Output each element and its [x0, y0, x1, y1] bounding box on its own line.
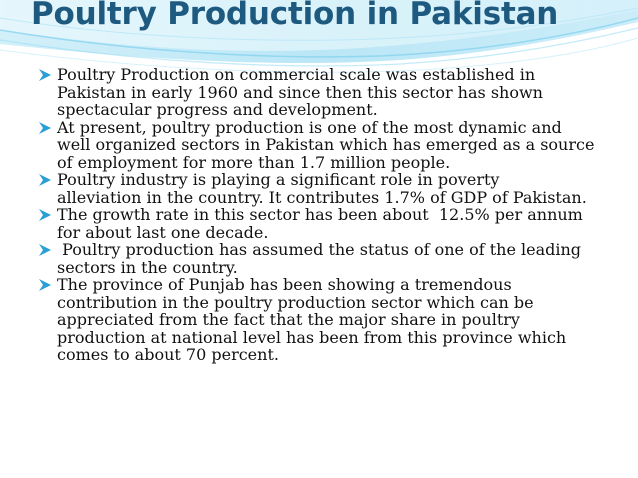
bullet-line: of employment for more than 1.7 million people.	[57, 152, 451, 172]
arrow-bullet-icon	[38, 279, 52, 291]
bullet-line: alleviation in the country. It contributes 1.7% of GDP of Pakistan.	[57, 187, 587, 207]
arrow-bullet-icon	[38, 209, 52, 221]
bullet-line: The growth rate in this sector has been about 12.5% per annum	[57, 205, 583, 224]
arrow-bullet-icon	[38, 244, 52, 256]
bullet-item	[38, 206, 603, 241]
bullet-line: spectacular progress and development.	[57, 100, 378, 119]
bullet-line: The province of Punjab has been showing a tremendous	[57, 275, 512, 294]
bullet-line: contribution in the poultry production sector which can be	[57, 292, 534, 312]
bullet-list	[38, 66, 603, 364]
bullet-line: sectors in the country.	[57, 257, 238, 277]
slide-title: Poultry Production in Pakistan	[31, 0, 559, 32]
bullet-line: At present, poultry production is one of the most dynamic and	[57, 117, 562, 137]
arrow-bullet-icon	[38, 174, 52, 186]
bullet-line: production at national level has been from this province which	[57, 327, 567, 347]
bullet-item	[38, 241, 603, 276]
bullet-line: comes to about 70 percent.	[57, 345, 279, 364]
bullet-item	[38, 171, 603, 206]
bullet-line: Poultry industry is playing a significant role in poverty	[57, 170, 500, 189]
arrow-bullet-icon	[38, 122, 52, 134]
bullet-line: for about last one decade.	[57, 222, 269, 242]
bullet-item	[38, 119, 603, 172]
bullet-item	[38, 66, 603, 119]
bullet-line: Pakistan in early 1960 and since then this sector has shown	[57, 82, 543, 102]
bullet-item	[38, 276, 603, 364]
bullet-line: Poultry Production on commercial scale was established in	[57, 65, 536, 84]
bullet-line: appreciated from the fact that the major share in poultry	[57, 310, 520, 329]
bullet-line: well organized sectors in Pakistan which has emerged as a source	[57, 135, 595, 154]
bullet-line: Poultry production has assumed the status of one of the leading	[57, 240, 582, 259]
arrow-bullet-icon	[38, 69, 52, 81]
